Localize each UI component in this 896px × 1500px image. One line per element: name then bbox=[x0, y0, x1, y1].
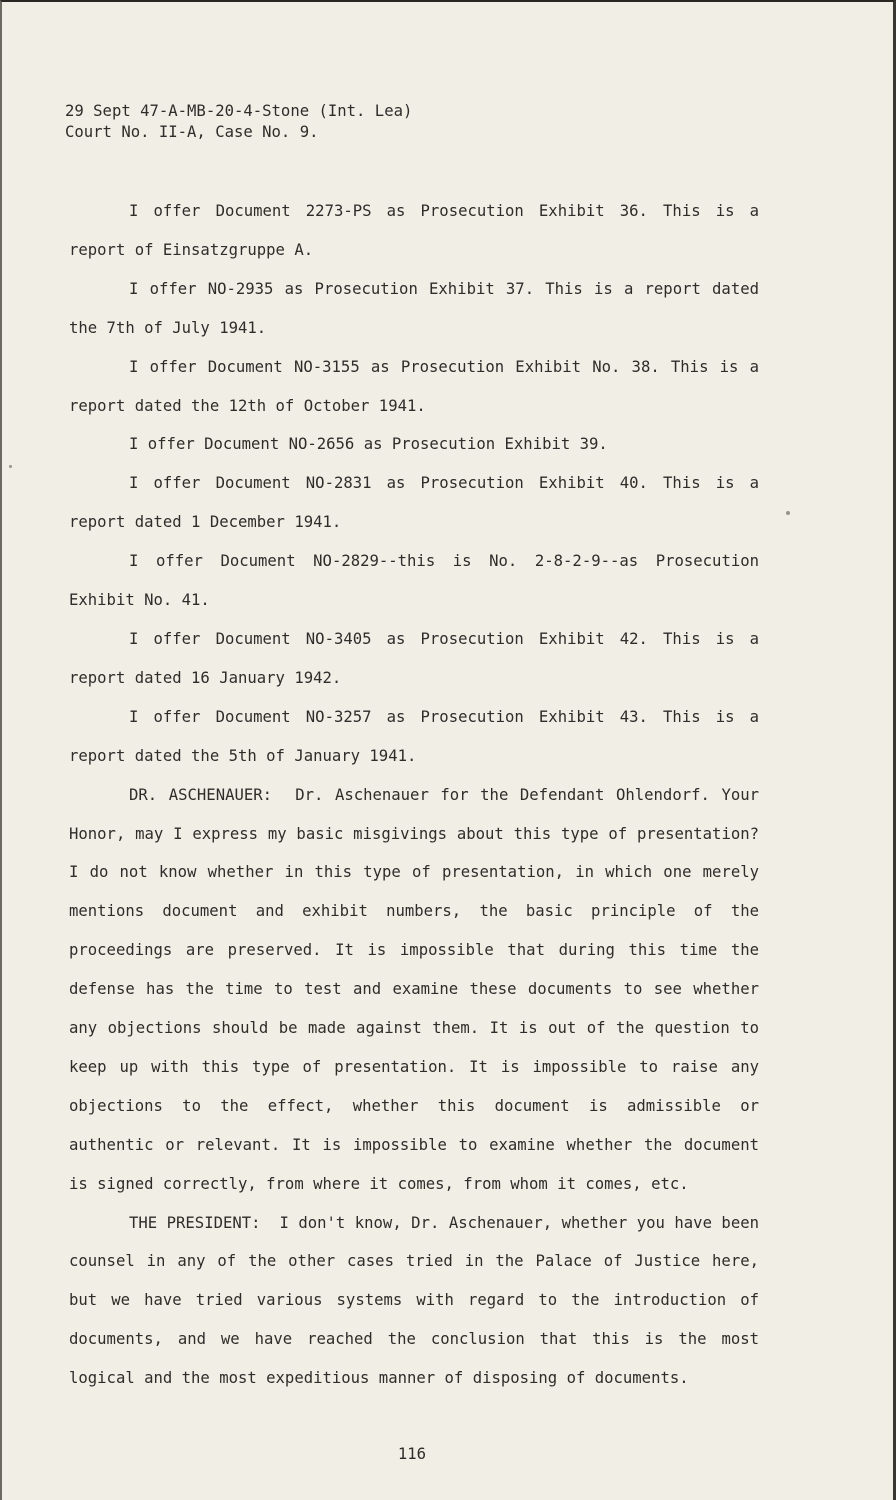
paragraph-text: I offer Document 2273-PS as Prosecution Exhibit 36. This is a report of Einsatzgruppe A. bbox=[69, 202, 759, 259]
header-line-1: 29 Sept 47-A-MB-20-4-Stone (Int. Lea) bbox=[65, 102, 413, 120]
paragraph-text: I offer Document NO-3405 as Prosecution Exhibit 42. This is a report dated 16 January 1942. bbox=[69, 629, 759, 687]
header-line-2: Court No. II-A, Case No. 9. bbox=[65, 123, 319, 141]
page-number: 116 bbox=[397, 1445, 427, 1463]
paragraph bbox=[69, 542, 759, 620]
paragraph-text: I offer NO-2935 as Prosecution Exhibit 37. This is a report dated the 7th of July 1941. bbox=[69, 279, 759, 337]
speaker-label: THE PRESIDENT: bbox=[129, 1213, 261, 1232]
document-header bbox=[65, 101, 412, 143]
speaker-label: DR. ASCHENAUER: bbox=[129, 785, 273, 804]
paper-speck bbox=[9, 465, 12, 468]
paragraph-text: I offer Document NO-2829--this is No. 2-8-2-9--as Prosecution Exhibit No. 41. bbox=[69, 552, 759, 610]
paragraph-text: I don't know, Dr. Aschenauer, whether you have been counsel in any of the other cases tried in the Palace of Justice here, but we have tried various systems with regard to the introduction of documents, and we have reached the conclusion that this is the most logical and the most expeditious manner of disposing of documents. bbox=[69, 1213, 759, 1388]
paragraph bbox=[69, 776, 759, 1204]
paragraph bbox=[69, 698, 759, 776]
paragraph-text: I offer Document NO-3257 as Prosecution Exhibit 43. This is a report dated the 5th of January 1941. bbox=[69, 707, 759, 765]
paragraph-text: Dr. Aschenauer for the Defendant Ohlendorf. Your Honor, may I express my basic misgivings about this type of presentation? I do not know whether in this type of presentation, in which one merely mentions document and exhibit numbers, the basic principle of the proceedings are preserved. It is impossible that during this time the defense has the time to test and examine these documents to see whether any objections should be made against them. It is out of the question to keep up with this type of presentation. It is impossible to raise any objections to the effect, whether this document is admissible or authentic or relevant. It is impossible to examine whether the document is signed correctly, from where it comes, from whom it comes, etc. bbox=[69, 785, 760, 1193]
paragraph-text: I offer Document NO-2656 as Prosecution Exhibit 39. bbox=[129, 435, 608, 454]
paragraph bbox=[69, 270, 759, 348]
transcript-body bbox=[69, 192, 759, 1398]
paragraph bbox=[69, 348, 759, 426]
paragraph-text: I offer Document NO-2831 as Prosecution Exhibit 40. This is a report dated 1 December 1941. bbox=[69, 474, 759, 532]
paragraph bbox=[69, 425, 759, 464]
paragraph bbox=[69, 1204, 759, 1399]
paper-speck bbox=[786, 511, 790, 515]
paragraph bbox=[69, 192, 759, 270]
paragraph bbox=[69, 464, 759, 542]
paragraph bbox=[69, 620, 759, 698]
paragraph-text: I offer Document NO-3155 as Prosecution Exhibit No. 38. This is a report dated the 12th of October 1941. bbox=[69, 357, 759, 415]
